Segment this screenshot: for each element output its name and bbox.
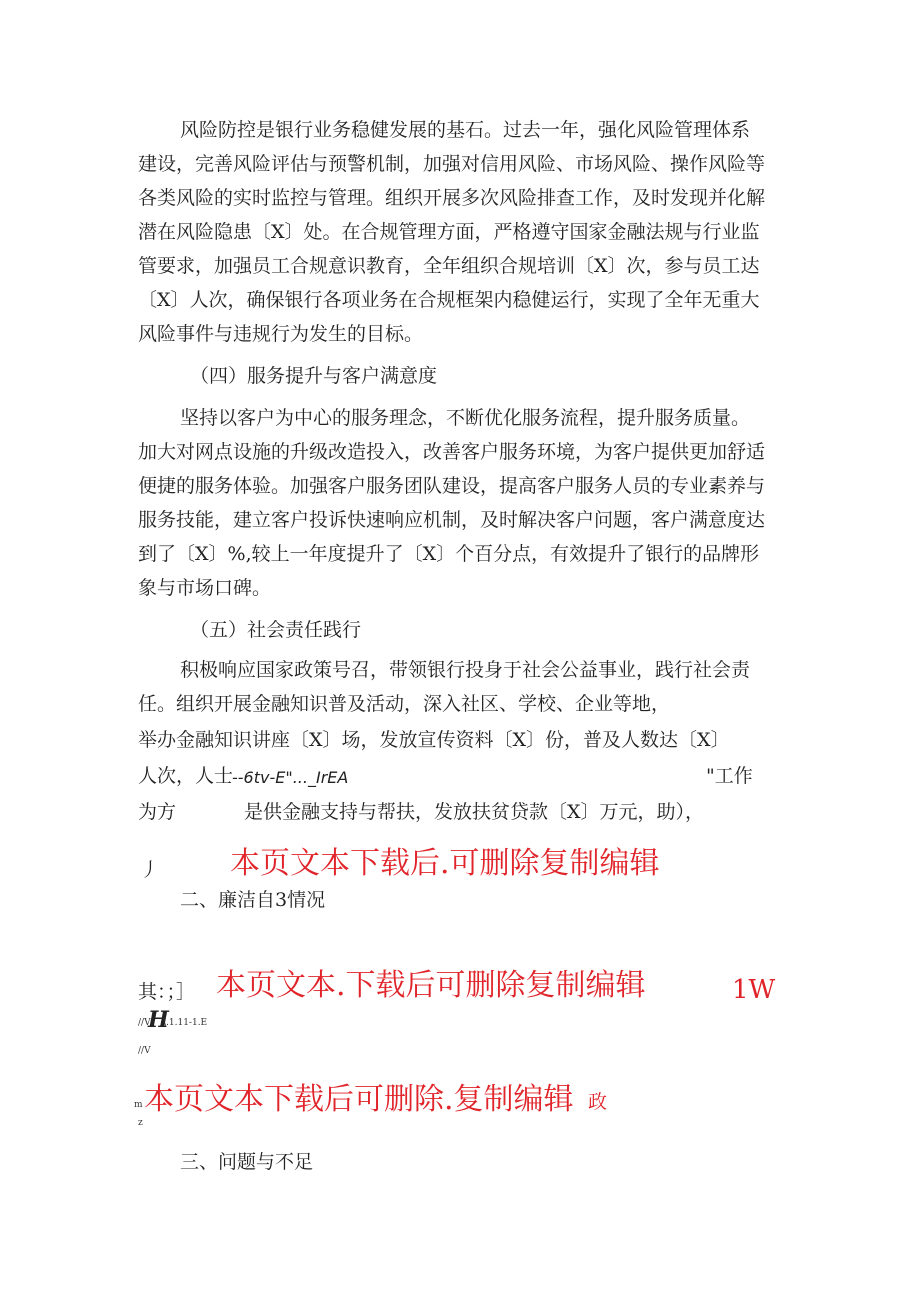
paragraph-line: 象与市场口碑。 — [138, 577, 272, 599]
paragraph-line: 风险事件与违规行为发生的目标。 — [138, 323, 424, 345]
noise-fragment: H — [148, 1007, 169, 1033]
paragraph-line: 服务技能，建立客户投诉快速响应机制，及时解决客户问题，客户满意度达 — [138, 509, 766, 531]
paragraph-line: 管要求，加强员工合规意识教育，全年组织合规培训〔X〕次，参与员工达 — [138, 255, 760, 277]
paragraph-line: 坚持以客户为中心的服务理念，不断优化服务流程，提升服务质量。 — [180, 407, 751, 429]
paragraph-line: 建设，完善风险评估与预警机制，加强对信用风险、市场风险、操作风险等 — [138, 153, 766, 175]
watermark-prefix: 丿 — [140, 859, 160, 881]
paragraph-line: 任。组织开展金融知识普及活动，深入社区、学校、企业等地， — [138, 693, 671, 715]
section-heading-integrity: 二、廉洁自3情况 — [180, 889, 326, 911]
download-watermark: 本页文本.下载后可删除复制编辑 — [216, 968, 646, 1003]
noise-fragment: \.1.11-1.E — [163, 1018, 208, 1028]
noise-fragment: z — [138, 1118, 143, 1128]
watermark-suffix: 1W — [732, 975, 776, 1005]
garbled-text: --6tv-E"..._IrEA — [232, 768, 349, 787]
section-heading-service: （四）服务提升与客户满意度 — [190, 365, 438, 387]
paragraph-line: 风险防控是银行业务稳健发展的基石。过去一年，强化风险管理体系 — [180, 119, 751, 141]
paragraph-line: 便捷的服务体验。加强客户服务团队建设，提高客户服务人员的专业素养与 — [138, 475, 766, 497]
paragraph-line: 潜在风险隐患〔X〕处。在合规管理方面，严格遵守国家金融法规与行业监 — [138, 221, 760, 243]
paragraph-line: 人次，人士 — [138, 765, 234, 787]
paragraph-line: 到了〔X〕%,较上一年度提升了〔X〕个百分点，有效提升了银行的品牌形 — [138, 543, 760, 565]
paragraph-line: 积极响应国家政策号召，带领银行投身于社会公益事业，践行社会责 — [180, 659, 751, 681]
paragraph-line: 为方 — [138, 801, 177, 823]
paragraph-line: "工作 — [706, 765, 753, 787]
noise-fragment: m — [134, 1100, 143, 1110]
watermark-suffix: 政 — [588, 1091, 608, 1113]
noise-fragment: //V — [138, 1018, 151, 1028]
noise-fragment: //V — [138, 1046, 151, 1056]
paragraph-line: 举办金融知识讲座〔X〕场，发放宣传资料〔X〕份，普及人数达〔X〕 — [138, 729, 730, 751]
download-watermark: 本页文本下载后可删除.复制编辑 — [144, 1082, 574, 1117]
section-heading-social: （五）社会责任践行 — [190, 619, 362, 641]
paragraph-line: 加大对网点设施的升级改造投入，改善客户服务环境，为客户提供更加舒适 — [138, 441, 766, 463]
paragraph-line: 是供金融支持与帮扶，发放扶贫贷款〔X〕万元，助）， — [244, 801, 705, 823]
watermark-prefix: 其：；］ — [138, 981, 196, 1003]
paragraph-line: 各类风险的实时监控与管理。组织开展多次风险排查工作，及时发现并化解 — [138, 187, 766, 209]
paragraph-line: 〔X〕人次，确保银行各项业务在合规框架内稳健运行，实现了全年无重大 — [138, 289, 760, 311]
section-heading-problems: 三、问题与不足 — [180, 1151, 314, 1173]
download-watermark: 本页文本下载后.可删除复制编辑 — [230, 846, 660, 881]
